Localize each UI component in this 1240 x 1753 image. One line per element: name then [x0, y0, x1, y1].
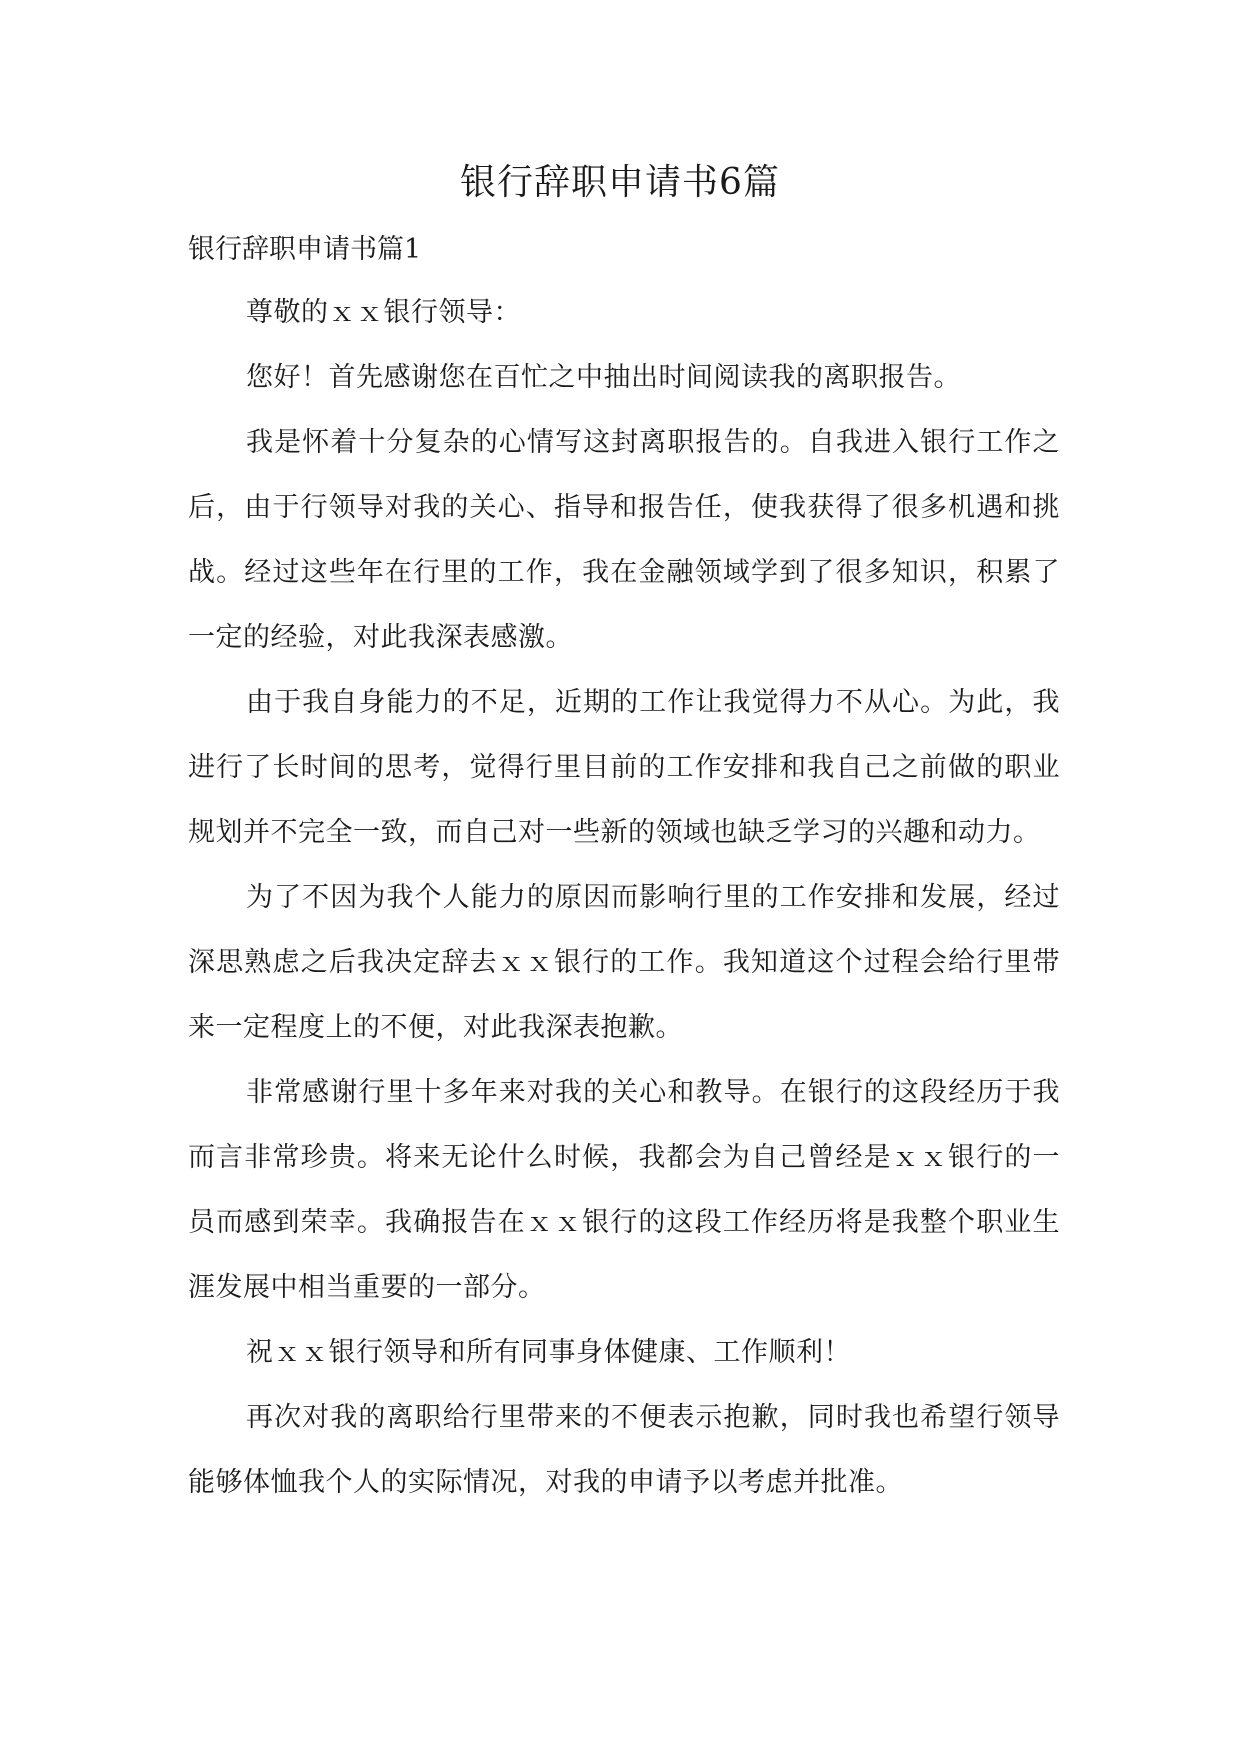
paragraph-closing: 再次对我的离职给行里带来的不便表示抱歉，同时我也希望行领导能够体恤我个人的实际情况，对我的申请予以考虑并批准。 [188, 1402, 1060, 1498]
salutation: 尊敬的ｘｘ银行领导： [246, 297, 521, 328]
paragraph-gratitude: 我是怀着十分复杂的心情写这封离职报告的。自我进入银行工作之后，由于行领导对我的关心、指导和报告任，使我获得了很多机遇和挑战。经过这些年在行里的工作，我在金融领域学到了很多知识，积累了一定的经验，对此我深表感激。 [188, 427, 1060, 653]
section-heading: 银行辞职申请书篇1 [188, 234, 422, 265]
paragraph-decision: 为了不因为我个人能力的原因而影响行里的工作安排和发展，经过深思熟虑之后我决定辞去ｘｘ银行的工作。我知道这个过程会给行里带来一定程度上的不便，对此我深表抱歉。 [188, 882, 1060, 1043]
paragraph-thanks: 非常感谢行里十多年来对我的关心和教导。在银行的这段经历于我而言非常珍贵。将来无论什么时候，我都会为自己曾经是ｘｘ银行的一员而感到荣幸。我确报告在ｘｘ银行的这段工作经历将是我整个职业生涯发展中相当重要的一部分。 [188, 1077, 1060, 1303]
paragraph-opening: 您好！首先感谢您在百忙之中抽出时间阅读我的离职报告。 [246, 362, 961, 393]
paragraph-reason: 由于我自身能力的不足，近期的工作让我觉得力不从心。为此，我进行了长时间的思考，觉得行里目前的工作安排和我自己之前做的职业规划并不完全一致，而自己对一些新的领域也缺乏学习的兴趣和动力。 [188, 687, 1060, 848]
document-body [188, 228, 1060, 1515]
document-title: 银行辞职申请书6篇 [460, 162, 780, 203]
paragraph-wishes: 祝ｘｘ银行领导和所有同事身体健康、工作顺利！ [246, 1337, 851, 1368]
